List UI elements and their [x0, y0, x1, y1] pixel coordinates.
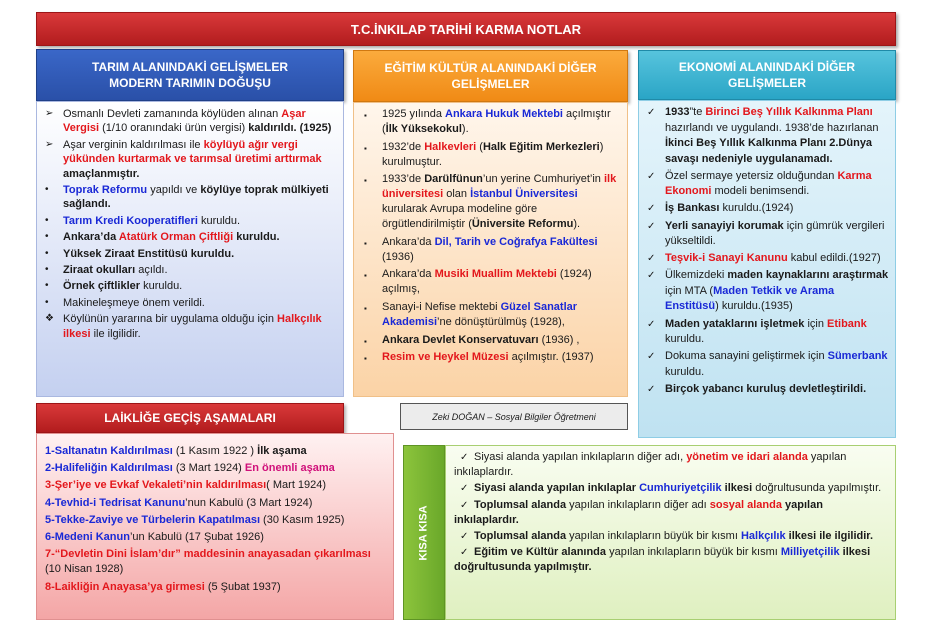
text-segment: yönetim ve idari alanda	[686, 451, 808, 463]
tarim-header-line1: TARIM ALANINDAKİ GELİŞMELER	[92, 60, 288, 74]
list-item	[43, 107, 337, 136]
text-segment: için	[804, 317, 828, 330]
page-title-text: T.C.İNKILAP TARİHİ KARMA NOTLAR	[350, 21, 582, 37]
list-item	[362, 300, 619, 330]
bullet-icon: ▪	[364, 354, 367, 364]
text-segment: Örnek çiftlikler	[63, 280, 141, 293]
text-segment: ’un yerine Cumhuriyet’in	[482, 173, 604, 186]
text-segment: Darülfünun	[424, 173, 483, 186]
text-segment: Ankara’da	[382, 268, 435, 281]
text-segment: ).	[461, 123, 469, 135]
text-segment: kurularak Avrupa modeline göre örgütlendirilmiştir (	[382, 203, 538, 231]
list-item	[43, 214, 337, 228]
text-segment: yapılan inkılapların büyük bir kısmı	[606, 546, 781, 559]
text-segment: yapılan inkılapların büyük bir kısmı	[566, 530, 741, 543]
list-item	[362, 333, 619, 348]
list-item	[43, 138, 337, 181]
bullet-icon: •	[45, 214, 49, 226]
list-item	[362, 235, 619, 265]
list-item	[45, 444, 385, 459]
list-item	[45, 530, 385, 545]
text-segment: 6-Medeni Kanun	[45, 531, 130, 544]
text-segment: ilkesi doğrultusunda yapılmıştır.	[454, 546, 871, 574]
kisa-kisa-label: KISA KISA	[418, 504, 430, 561]
list-item	[43, 247, 337, 261]
text-segment: Maden Tetkik ve Arama Enstitüsü	[665, 284, 835, 313]
bullet-icon: ▪	[364, 336, 367, 346]
text-segment: Tarım Kredi Kooperatifleri	[63, 214, 198, 227]
text-segment: kuruldu.(1924)	[719, 202, 794, 215]
bullet-icon: ✓	[460, 452, 469, 463]
tarim-header	[36, 49, 344, 101]
author-text: Zeki DOĞAN – Sosyal Bilgiler Öğretmeni	[432, 411, 596, 422]
text-segment: 4-Tevhid-i Tedrisat Kanunu	[45, 496, 186, 509]
text-segment: ) kuruldu.(1935)	[715, 300, 793, 313]
bullet-icon: ➢	[45, 138, 54, 150]
egitim-panel	[353, 102, 628, 397]
text-segment: maden kaynaklarını araştırmak	[727, 269, 889, 282]
text-segment: kuruldu.	[665, 333, 705, 346]
bullet-icon: ✓	[460, 531, 469, 543]
text-segment: kuruldu.	[665, 365, 705, 378]
author-label	[400, 403, 628, 430]
text-segment: 1-Saltanatın Kaldırılması	[45, 445, 173, 457]
ekonomi-header-line2: GELİŞMELER	[727, 76, 806, 90]
tarim-list	[43, 107, 337, 341]
text-segment: (30 Kasım 1925)	[260, 513, 345, 526]
text-segment: Yerli sanayiyi korumak	[665, 219, 784, 232]
bullet-icon: ✓	[647, 384, 656, 395]
list-item	[45, 461, 385, 476]
list-item	[43, 312, 337, 341]
text-segment: kuruldu.	[233, 231, 280, 244]
text-segment: 3-Şer’iye ve Evkaf Vekaleti’nin kaldırılması	[45, 479, 267, 492]
text-segment: Toplumsal alanda	[474, 530, 567, 543]
text-segment: Ankara Hukuk Mektebi	[445, 108, 563, 120]
text-segment: Maden yataklarını işletmek	[665, 317, 805, 330]
text-segment: ).	[573, 218, 581, 231]
text-segment: En önemli aşama	[244, 462, 335, 475]
list-item	[43, 183, 337, 212]
text-segment: (	[476, 140, 483, 153]
bullet-icon: ✓	[647, 318, 656, 330]
laiklik-header-text: LAİKLİĞE GEÇİŞ AŞAMALARI	[104, 411, 276, 425]
bullet-icon: ✓	[647, 220, 656, 232]
text-segment: Birçok yabancı kuruluş devletleştirildi.	[665, 383, 867, 395]
kisa-kisa-tab	[403, 445, 445, 620]
text-segment: Eğitim ve Kültür alanında	[474, 546, 607, 559]
text-segment: Ankara’da	[63, 231, 119, 244]
text-segment: Toprak Reformu	[63, 184, 148, 197]
text-segment: kuruldu.	[197, 214, 241, 227]
ekonomi-header	[638, 50, 896, 100]
text-segment: Toplumsal alanda	[474, 498, 567, 511]
text-segment: ilk üniversitesi	[382, 173, 617, 201]
list-item	[43, 279, 337, 293]
bullet-icon: ▪	[364, 238, 367, 248]
text-segment: 1925 yılında	[382, 108, 445, 120]
list-item	[645, 317, 889, 348]
ekonomi-list	[645, 105, 889, 398]
list-item	[454, 529, 887, 544]
list-item	[454, 498, 887, 528]
list-item	[454, 450, 887, 480]
text-segment: Aşar verginin kaldırılması ile	[63, 138, 204, 151]
text-segment: Dokuma sanayini geliştirmek için	[665, 350, 828, 363]
text-segment: 8-Laikliğin Anayasa’ya girmesi	[45, 580, 205, 593]
text-segment: Milliyetçilik	[780, 546, 840, 559]
text-segment: kuruldu.	[140, 280, 183, 293]
bullet-icon: •	[45, 247, 49, 259]
text-segment: Birinci Beş Yıllık Kalkınma Planı	[705, 106, 873, 118]
text-segment: Etibank	[827, 317, 867, 330]
text-segment: 1933	[665, 106, 690, 118]
text-segment: 7-“Devletin Dini İslam’dır” maddesinin anayasadan çıkarılması	[45, 548, 371, 561]
bullet-icon: ✓	[460, 547, 469, 559]
text-segment: Teşvik-i Sanayi Kanunu	[665, 252, 788, 265]
text-segment: ”te	[689, 106, 706, 118]
text-segment: ilkesi ile ilgilidir.	[785, 530, 874, 543]
bullet-icon: ✓	[647, 253, 656, 265]
list-item	[45, 513, 385, 528]
text-segment: kabul edildi.(1927)	[787, 252, 881, 265]
ekonomi-header-line1: EKONOMİ ALANINDAKİ DİĞER	[678, 60, 856, 74]
text-segment: İlk aşama	[257, 445, 307, 457]
text-segment: kaldırıldı. (1925)	[248, 122, 332, 135]
text-segment: Siyasi alanda yapılan inkılaplar	[474, 482, 640, 495]
list-item	[362, 172, 619, 232]
text-segment: Halk Eğitim Merkezleri	[482, 140, 600, 153]
text-segment: Makineleşmeye önem verildi.	[63, 296, 205, 309]
text-segment: yapılan inkılaplardır.	[454, 498, 823, 526]
bullet-icon: •	[45, 296, 49, 308]
laiklik-header	[36, 403, 344, 433]
text-segment: sosyal alanda	[709, 498, 782, 511]
text-segment: açılmıştır (	[382, 108, 611, 135]
list-item	[454, 545, 887, 575]
bullet-icon: ▪	[364, 143, 367, 153]
kisa-kisa-panel	[445, 445, 896, 620]
bullet-icon: ▪	[364, 176, 367, 186]
list-item	[645, 219, 889, 250]
text-segment: Ülkemizdeki	[665, 269, 728, 282]
text-segment: Karma Ekonomi	[665, 169, 872, 198]
list-item	[362, 350, 619, 365]
list-item	[645, 201, 889, 217]
text-segment: doğrultusunda yapılmıştır.	[752, 482, 882, 495]
text-segment: İş Bankası	[665, 202, 720, 215]
text-segment: Resim ve Heykel Müzesi	[382, 351, 509, 364]
list-item	[43, 296, 337, 310]
text-segment: hazırlandı ve uygulandı. 1938’de hazırlanan	[665, 121, 879, 134]
text-segment: (5 Şubat 1937)	[204, 580, 281, 593]
tarim-header-line2: MODERN TARIMIN DOĞUŞU	[109, 76, 271, 90]
list-item	[43, 263, 337, 277]
text-segment: olan	[443, 188, 471, 201]
text-segment: Köylünün yararına bir uygulama olduğu için	[63, 313, 278, 326]
list-item	[362, 267, 619, 297]
list-item	[45, 580, 385, 595]
bullet-icon: ✓	[647, 270, 656, 282]
text-segment: Ankara Devlet Konservatuvarı	[382, 333, 539, 346]
list-item	[645, 169, 889, 200]
text-segment: ilkesi	[721, 482, 753, 495]
list-item	[45, 547, 385, 577]
text-segment: Osmanlı Devleti zamanında köylüden alınan	[63, 108, 282, 120]
bullet-icon: •	[45, 280, 49, 292]
text-segment: Yüksek Ziraat Enstitüsü kuruldu.	[63, 247, 235, 260]
list-item	[43, 230, 337, 244]
text-segment: açıldı.	[135, 264, 168, 277]
list-item	[362, 107, 619, 137]
text-segment: 2-Halifeliğin Kaldırılması	[45, 462, 173, 475]
text-segment: Ankara’da	[382, 235, 435, 248]
text-segment: ile ilgilidir.	[90, 327, 141, 340]
text-segment: (1/10 oranındaki ürün vergisi)	[99, 122, 249, 135]
text-segment: İlk Yüksekokul	[385, 123, 462, 135]
text-segment: (1 Kasım 1922 )	[172, 445, 258, 457]
bullet-icon: ➢	[45, 108, 54, 119]
list-item	[645, 105, 889, 167]
text-segment: Atatürk Orman Çiftliği	[118, 231, 234, 244]
text-segment: (3 Mart 1924)	[172, 462, 245, 475]
text-segment: ( Mart 1924)	[266, 479, 327, 492]
text-segment: yapılan inkılapların diğer adı	[566, 498, 710, 511]
bullet-icon: •	[45, 184, 49, 196]
text-segment: İkinci Beş Yıllık Kalkınma Planı 2.Dünya savaşı nedeniyle uygulanamadı.	[665, 137, 873, 165]
egitim-header	[353, 50, 628, 102]
text-segment: Halkçılık	[740, 530, 786, 543]
text-segment: için gümrük vergileri yükseltildi.	[665, 219, 885, 248]
laiklik-list	[45, 444, 385, 595]
list-item	[645, 251, 889, 267]
list-item	[645, 349, 889, 380]
egitim-list	[362, 107, 619, 365]
text-segment: yapıldı ve	[147, 184, 201, 197]
text-segment: ’nun Kabulü (3 Mart 1924)	[185, 496, 313, 509]
text-segment: (10 Nisan 1928)	[45, 563, 124, 576]
text-segment: köylüye toprak mülkiyeti sağlandı.	[63, 184, 329, 211]
text-segment: Ziraat okulları	[63, 264, 136, 277]
text-segment: Sümerbank	[827, 350, 888, 363]
bullet-icon: ✓	[647, 107, 656, 118]
tarim-panel	[36, 101, 344, 397]
egitim-header-line1: EĞİTİM KÜLTÜR ALANINDAKİ DİĞER	[384, 61, 597, 75]
bullet-icon: ✓	[647, 170, 656, 182]
ekonomi-panel	[638, 100, 896, 438]
text-segment: amaçlanmıştır.	[63, 167, 140, 180]
text-segment: Güzel Sanatlar Akademisi	[382, 300, 578, 328]
bullet-icon: •	[45, 231, 49, 243]
text-segment: 1932’de	[382, 140, 425, 153]
text-segment: (1924) açılmış,	[382, 268, 592, 296]
list-item	[45, 478, 385, 493]
text-segment: (1936) ,	[538, 333, 580, 346]
list-item	[454, 481, 887, 496]
list-item	[45, 496, 385, 511]
text-segment: Aşar Vergisi	[63, 108, 306, 135]
bullet-icon: ✓	[460, 483, 469, 495]
text-segment: Sanayi-i Nefise mektebi	[382, 300, 501, 313]
bullet-icon: ✓	[647, 351, 656, 363]
text-segment: Siyasi alanda yapılan inkılapların diğer adı,	[474, 451, 687, 463]
text-segment: ’ne dönüştürülmüş (1928),	[437, 315, 565, 328]
text-segment: ) kurulmuştur.	[382, 140, 604, 168]
text-segment: köylüyü ağır vergi yükünden kurtarmak ve tarımsal üretimi arttırmak	[63, 138, 322, 166]
list-item	[362, 140, 619, 170]
text-segment: Üniversite Reformu	[471, 218, 574, 231]
text-segment: 1933’de	[382, 173, 425, 186]
egitim-header-line2: GELİŞMELER	[451, 77, 530, 91]
bullet-icon: ▪	[364, 271, 367, 281]
text-segment: yapılan inkılaplardır.	[454, 451, 847, 479]
text-segment: ’un Kabulü (17 Şubat 1926)	[129, 531, 264, 544]
bullet-icon: ✓	[647, 203, 656, 215]
text-segment: 5-Tekke-Zaviye ve Türbelerin Kapatılması	[45, 513, 260, 526]
bullet-icon: ▪	[364, 111, 367, 120]
list-item	[645, 382, 889, 398]
page-title	[36, 12, 896, 46]
text-segment: açılmıştır. (1937)	[508, 351, 594, 364]
text-segment: modeli benimsendi.	[711, 185, 810, 198]
text-segment: Cumhuriyetçilik	[639, 482, 722, 495]
bullet-icon: ▪	[364, 303, 367, 313]
text-segment: Dil, Tarih ve Coğrafya Fakültesi	[434, 235, 598, 248]
bullet-icon: ✓	[460, 499, 469, 511]
kisa-kisa-list	[454, 450, 887, 576]
text-segment: Halkçılık ilkesi	[63, 313, 322, 340]
text-segment: Musiki Muallim Mektebi	[434, 268, 557, 281]
text-segment: (1936)	[382, 250, 414, 263]
text-segment: Halkevleri	[424, 140, 477, 153]
text-segment: Özel sermaye yetersiz olduğundan	[665, 169, 838, 182]
laiklik-panel	[36, 433, 394, 620]
text-segment: İstanbul Üniversitesi	[470, 188, 578, 201]
list-item	[645, 268, 889, 315]
bullet-icon: •	[45, 264, 49, 276]
text-segment: için MTA (	[665, 284, 714, 297]
bullet-icon: ❖	[45, 313, 54, 325]
